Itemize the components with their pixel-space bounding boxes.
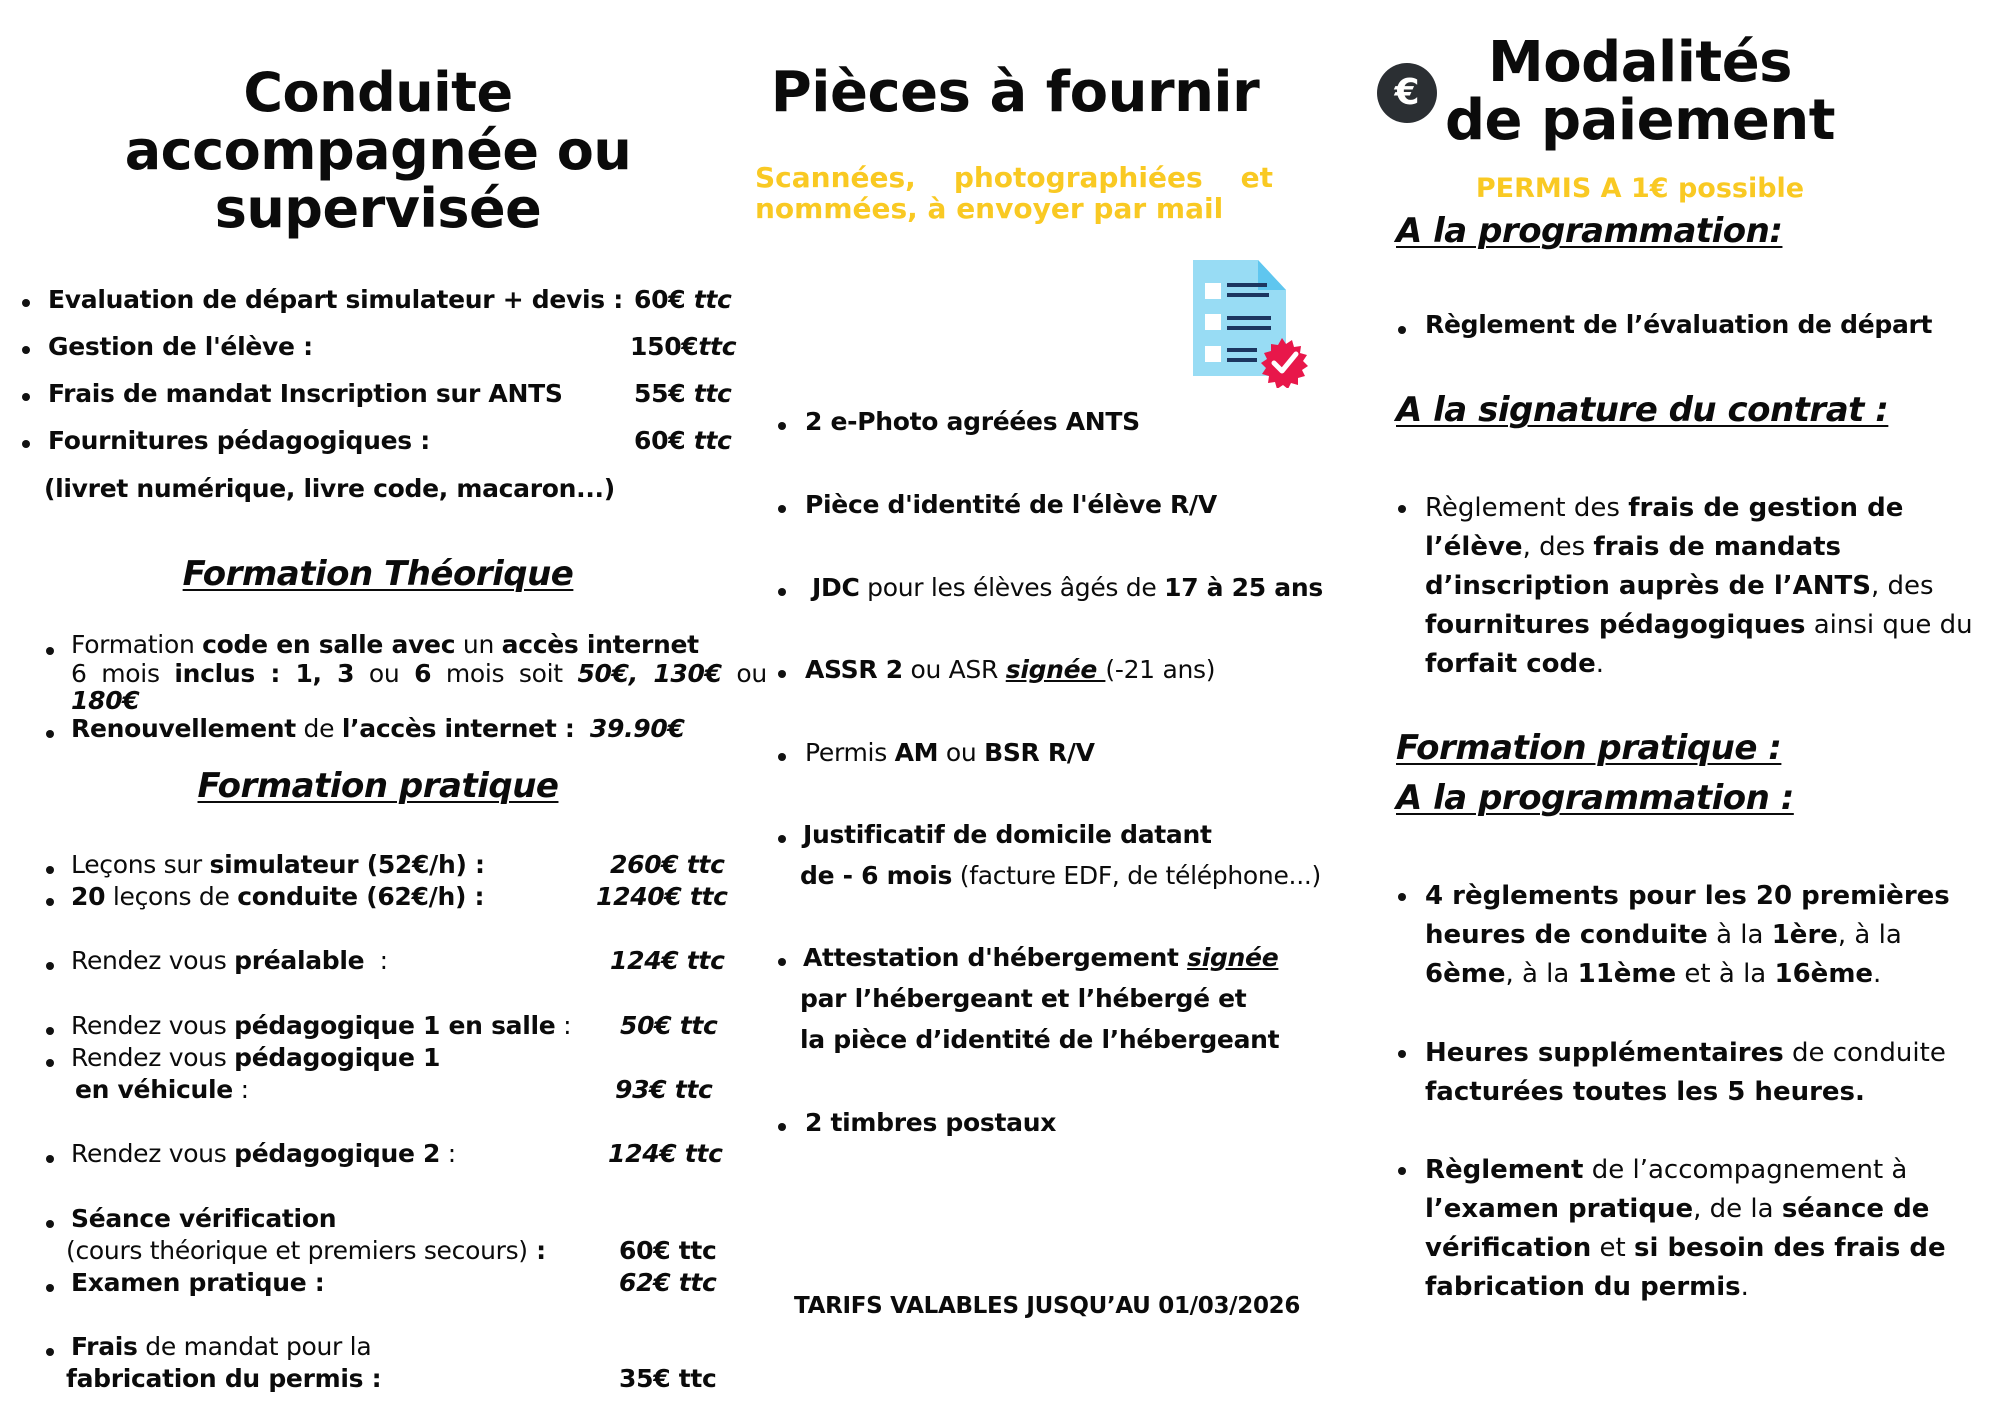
fee-label: Gestion de l'élève : — [48, 332, 313, 361]
bullet-icon — [22, 299, 30, 307]
right-title-line: Modalités — [1487, 30, 1793, 95]
fee-label: Fournitures pédagogiques : — [48, 426, 430, 455]
bullet-icon — [22, 346, 30, 354]
practical-training-heading: Formation pratique : — [1396, 728, 1782, 768]
payment-item: Règlement de l’accompagnement à l’examen pratique, de la séance de vérification et si besoin des frais de fabrication du permis. — [1425, 1155, 1946, 1302]
bullet-icon — [46, 647, 54, 655]
left-title — [78, 61, 678, 240]
tariffs-validity-note: TARIFS VALABLES JUSQU’AU 01/03/2026 — [794, 1293, 1301, 1319]
document-item: Permis AM ou BSR R/V — [805, 738, 1095, 767]
practice-price: 124€ ttc — [610, 946, 725, 975]
bullet-icon — [46, 1155, 54, 1163]
bullet-icon — [22, 393, 30, 401]
practice-price: 50€ ttc — [620, 1011, 718, 1040]
payment-item: 4 règlements pour les 20 premières heures de conduite à la 1ère, à la 6ème, à la 11ème et à la 16ème. — [1425, 881, 1950, 989]
bullet-icon — [46, 730, 54, 738]
contract-signature-heading: A la signature du contrat : — [1396, 390, 1889, 430]
middle-title: Pièces à fournir — [770, 60, 1260, 125]
fee-price: 60€ ttc — [634, 285, 732, 314]
practice-item: Examen pratique : — [71, 1268, 325, 1297]
bullet-icon — [778, 670, 786, 678]
practice-item: Rendez vous pédagogique 2 : — [71, 1139, 456, 1168]
practice-item: Frais de mandat pour la — [71, 1332, 372, 1361]
bullet-icon — [46, 962, 54, 970]
practice-price: 1240€ ttc — [596, 882, 728, 911]
bullet-icon — [1398, 505, 1406, 513]
bullet-icon — [46, 1348, 54, 1356]
bullet-icon — [778, 422, 786, 430]
theory-heading: Formation Théorique — [182, 554, 574, 594]
bullet-icon — [46, 1027, 54, 1035]
bullet-icon — [778, 1123, 786, 1131]
practice-price: 124€ ttc — [608, 1139, 723, 1168]
left-title-line: supervisée — [214, 177, 542, 240]
left-title-line: Conduite — [243, 61, 513, 124]
programming-heading: A la programmation: — [1396, 211, 1783, 251]
middle-subtitle: Scannées, photographiées et nommées, à envoyer par mail — [755, 161, 1273, 225]
document-item: Attestation d'hébergement signée — [803, 943, 1279, 972]
practice-item: Leçons sur simulateur (52€/h) : — [71, 850, 485, 879]
bullet-icon — [1398, 326, 1406, 334]
bullet-icon — [778, 753, 786, 761]
practice-item: Rendez vous préalable : — [71, 946, 388, 975]
right-title — [1430, 30, 1850, 153]
left-title-line: accompagnée ou — [124, 119, 632, 182]
document-item: JDC pour les élèves âgés de 17 à 25 ans — [812, 573, 1323, 602]
programming-heading-2: A la programmation : — [1396, 778, 1794, 818]
fee-price: 55€ ttc — [634, 379, 732, 408]
practice-item: Rendez vous pédagogique 1 — [71, 1043, 441, 1072]
bullet-icon — [778, 588, 786, 596]
bullet-icon — [22, 440, 30, 448]
fee-price: 150€ttc — [630, 332, 737, 361]
payment-item: Règlement des frais de gestion de l’élève, des frais de mandats d’inscription auprès de l’ANTS, des fournitures pédagogiques ainsi que du forfait code. — [1425, 493, 1973, 679]
bullet-icon — [46, 1220, 54, 1228]
practice-item: Rendez vous pédagogique 1 en salle : — [71, 1011, 572, 1040]
practice-price: 62€ ttc — [619, 1268, 717, 1297]
fee-price: 60€ ttc — [634, 426, 732, 455]
fee-label: Evaluation de départ simulateur + devis : — [48, 285, 623, 314]
bullet-icon — [1398, 1167, 1406, 1175]
document-item: Justificatif de domicile datant — [803, 820, 1212, 849]
practice-item: 20 leçons de conduite (62€/h) : — [71, 882, 485, 911]
payment-item: Heures supplémentaires de conduite facturées toutes les 5 heures. — [1425, 1038, 1946, 1107]
bullet-icon — [46, 1059, 54, 1067]
euro-icon: € — [1377, 63, 1437, 123]
bullet-icon — [778, 505, 786, 513]
bullet-icon — [46, 1284, 54, 1292]
bullet-icon — [46, 898, 54, 906]
fees-note: (livret numérique, livre code, macaron...) — [44, 474, 615, 503]
practice-price: 35€ ttc — [619, 1364, 717, 1393]
promo-banner: PERMIS A 1€ possible — [1475, 173, 1805, 204]
practice-item: Séance vérification — [71, 1204, 337, 1233]
document-item: 2 e-Photo agréées ANTS — [805, 407, 1140, 436]
document-item: ASSR 2 ou ASR signée (-21 ans) — [805, 655, 1216, 684]
practice-price: 60€ ttc — [619, 1236, 717, 1265]
practice-heading: Formation pratique — [197, 766, 559, 806]
fee-label: Frais de mandat Inscription sur ANTS — [48, 379, 563, 408]
bullet-icon — [778, 835, 786, 843]
bullet-icon — [46, 866, 54, 874]
bullet-icon — [1398, 893, 1406, 901]
document-checklist-icon — [1190, 258, 1314, 388]
payment-item: Règlement de l’évaluation de départ — [1425, 310, 1933, 339]
document-item: 2 timbres postaux — [805, 1108, 1057, 1137]
practice-price: 260€ ttc — [610, 850, 725, 879]
bullet-icon — [778, 958, 786, 966]
practice-price: 93€ ttc — [615, 1075, 713, 1104]
right-title-line: de paiement — [1444, 88, 1836, 153]
document-item: Pièce d'identité de l'élève R/V — [805, 490, 1217, 519]
bullet-icon — [1398, 1050, 1406, 1058]
